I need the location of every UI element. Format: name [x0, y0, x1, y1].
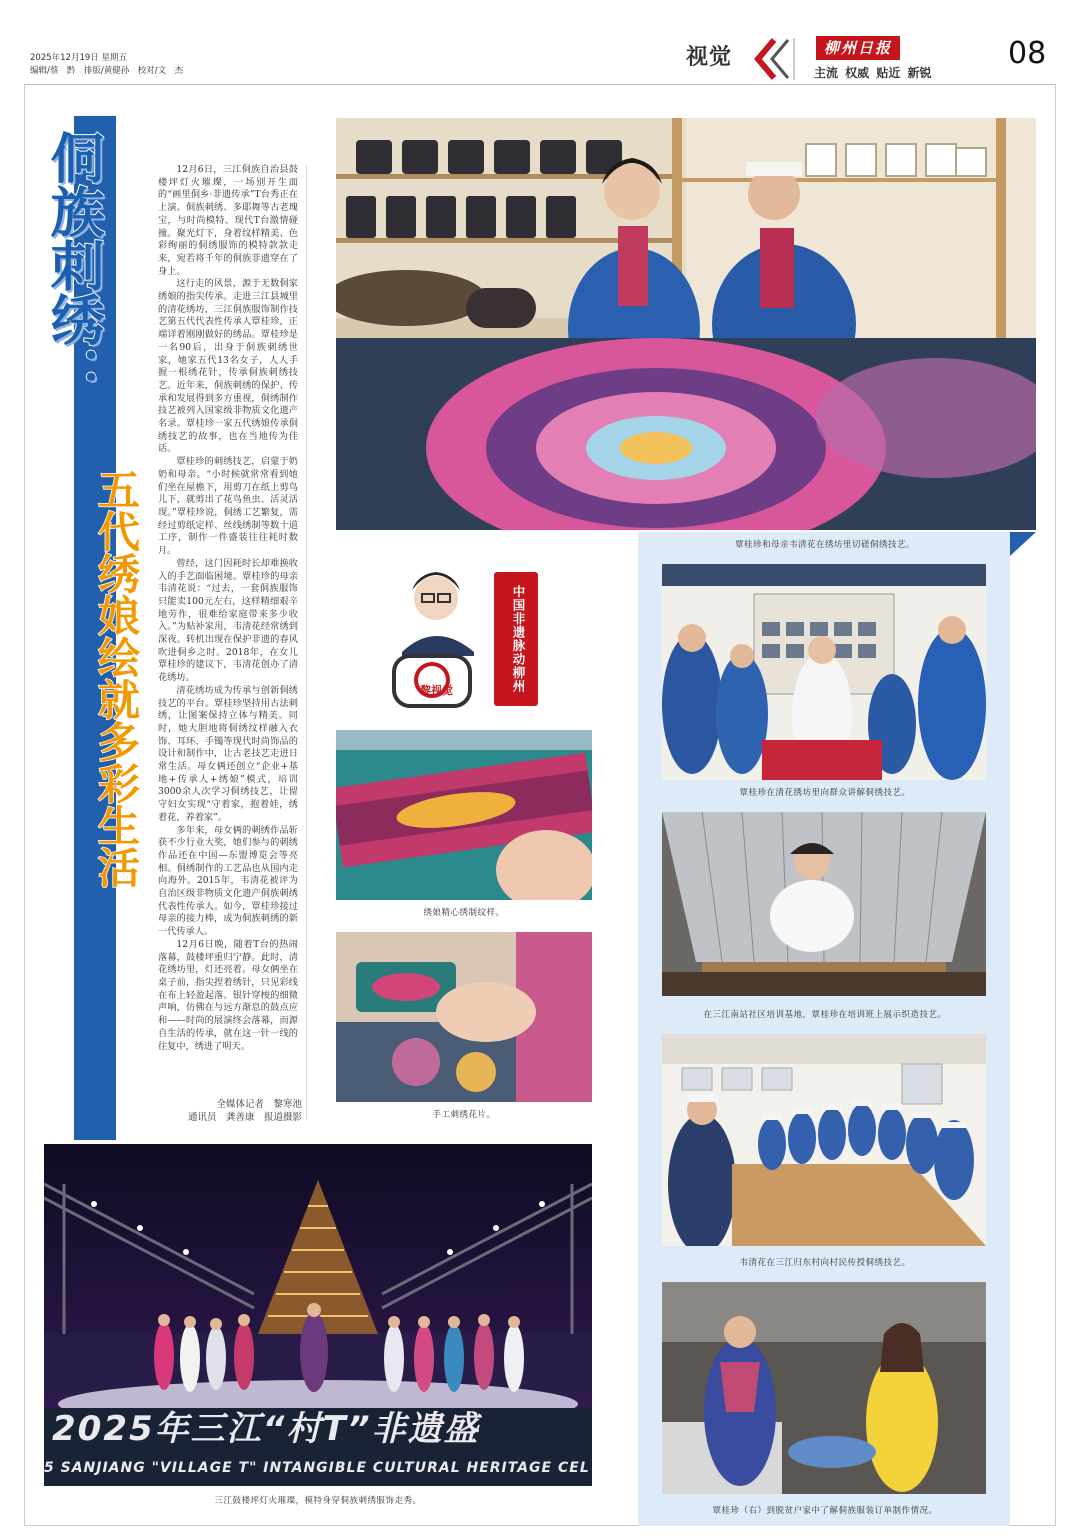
photo-explain — [662, 564, 986, 780]
photo-teaching — [662, 1034, 986, 1246]
article-paragraph: 这行走的风景，源于无数侗家绣娘的指尖传承。走进三江县城里的清花绣坊，三江侗族服饰制作技艺第五代代表性传承人覃桂珍，正端详着刚刚做好的绣品。覃桂珍是一名90后，出身于侗族刺绣世家，她家五代13名女子，人人手握一根绣花针，传承侗族刺绣技艺。近年来，侗族刺绣的保护、传承和发展得到多方重视，侗绣制作技艺被列入国家级非物质文化遗产名录。覃桂珍一家五代绣娘传承侗绣技艺的故事，也在当地传为佳话。 — [158, 278, 298, 455]
caption-stage: 三江鼓楼坪灯火璀璨，模特身穿侗族刺绣服饰走秀。 — [214, 1496, 422, 1506]
photo-stage — [44, 1144, 592, 1486]
chevron-left-icon — [752, 34, 796, 84]
header-meta — [30, 52, 183, 78]
article-paragraph: 多年来，母女俩的刺绣作品斩获不少行业大奖，她们参与的刺绣作品还在中国—东盟博览会等亮相。侗绣制作的工艺品也从国内走向海外。2015年，韦清花被评为自治区级非物质文化遗产侗族刺绣代表性传承人。如今，覃桂珍接过母亲的接力棒，成为侗族刺绣的新一代传承人。 — [158, 824, 298, 938]
date-line: 2025年12月19日 星期五 — [30, 53, 127, 63]
photo-handmade — [336, 932, 592, 1102]
article-paragraph: 曾经，这门因耗时长却难换收入的手艺面临困境。覃桂珍的母亲韦清花说：“过去，一套侗族服饰只能卖100元左右，这样精细艰辛地劳作，很难给家庭带来多少收入。”为贴补家用，韦清花经常绣到深夜。转机出现在保护非遗的春风吹进侗乡之时。2018年，在女儿覃桂珍的建议下，韦清花创办了清花绣坊。 — [158, 557, 298, 684]
section-name: 视觉 — [686, 45, 733, 70]
caption-explain: 覃桂珍在清花绣坊里向群众讲解侗绣技艺。 — [739, 788, 911, 798]
stage-banner-subtitle: 5 SANJIANG "VILLAGE T" INTANGIBLE CULTURAL HERITAGE CEL — [44, 1460, 590, 1476]
photo-visit — [662, 1282, 986, 1494]
camera-logo-text: 黎视觉 — [420, 684, 453, 697]
caption-teaching: 韦清花在三江归东村向村民传授侗绣技艺。 — [739, 1258, 911, 1268]
article-paragraph: 12月6日晚，随着T台的热闹落幕，鼓楼坪重归宁静。此时，清花绣坊里，灯还亮着。母女俩坐在桌子前，指尖捏着绣针，只见彩线在布上轻盈起落。银针穿梭的细微声响，仿佛在与远方渐息的鼓点应和——时尚的展演终会落幕，而源自生活的传承，就在这一针一线的往复中，绣进了明天。 — [158, 938, 298, 1052]
caption-handmade: 手工刺绣花片。 — [432, 1110, 496, 1120]
column-rule — [306, 164, 307, 1120]
caption-weaving: 在三江南站社区培训基地，覃桂珍在培训班上展示织造技艺。 — [703, 1010, 947, 1020]
staff-line: 编辑/蔡 黔 排版/黄健孙 校对/文 杰 — [30, 66, 184, 76]
article-paragraph: 12月6日，三江侗族自治县鼓楼坪灯火璀璨，一场别开生面的“画里侗乡·非遗传承”T台秀正在上演。侗族刺绣、多耶舞等古老瑰宝，与时尚模特、现代T台激情碰撞。聚光灯下，身着纹样精美、色彩绚丽的侗绣服饰的模特款款走来，宛若将千年的侗族非遗穿在了身上。 — [158, 164, 298, 277]
byline-reporter: 全媒体记者 黎寒池 — [216, 1099, 302, 1110]
stage-banner-title: 2025年三江“村T”非遗盛 — [52, 1409, 480, 1449]
article-paragraph: 覃桂珍的刺绣技艺，启蒙于奶奶和母亲。“小时候就常常看到她们坐在屋檐下，用剪刀在纸上剪鸟儿下，就剪出了花鸟鱼虫、活灵活现。”覃桂珍说，侗绣工艺繁复，需经过剪纸定样、丝线绣制等数十道工序，制作一件盛装往往耗时数月。 — [158, 456, 298, 557]
photo-pattern — [336, 730, 592, 900]
photo-weaving — [662, 812, 986, 996]
article-body — [158, 164, 298, 1053]
photo-workshop — [336, 118, 1036, 530]
corner-triangle-icon — [1010, 532, 1036, 556]
headline-sub: 五代绣娘绘就多彩生活 — [92, 468, 141, 888]
brand-slogan: 主流 权威 贴近 新锐 — [814, 66, 932, 80]
brand-logo: 柳州日报 — [816, 36, 900, 60]
article-paragraph: 清花绣坊成为传承与创新侗绣技艺的平台。覃桂珍坚持用古法刺绣，让图案保持立体与精美。同时，她大胆地将侗绣纹样融入衣饰、耳环、手镯等现代时尚饰品的设计和制作中，让古老技艺走进日常生活。母女俩还创立“企业+基地+传承人+绣娘”模式，培训3000余人次学习侗绣技艺，让留守妇女实现“守着家，抱着娃，绣着花，养着家”。 — [158, 684, 298, 823]
headline-main: 侗族刺绣： — [42, 130, 105, 400]
caption-pattern: 绣娘精心绣制纹样。 — [423, 908, 505, 918]
caption-visit: 覃桂珍（右）到脱贫户家中了解侗族服装订单制作情况。 — [712, 1506, 938, 1516]
caption-top: 覃桂珍和母亲韦清花在绣坊里切磋侗绣技艺。 — [734, 540, 915, 550]
byline-correspondent: 通讯员 龚善康 报道摄影 — [187, 1112, 302, 1123]
byline — [162, 1098, 302, 1124]
heritage-seal: 中国非遗脉动柳州 — [494, 572, 538, 706]
page-number: 08 — [1008, 36, 1047, 71]
